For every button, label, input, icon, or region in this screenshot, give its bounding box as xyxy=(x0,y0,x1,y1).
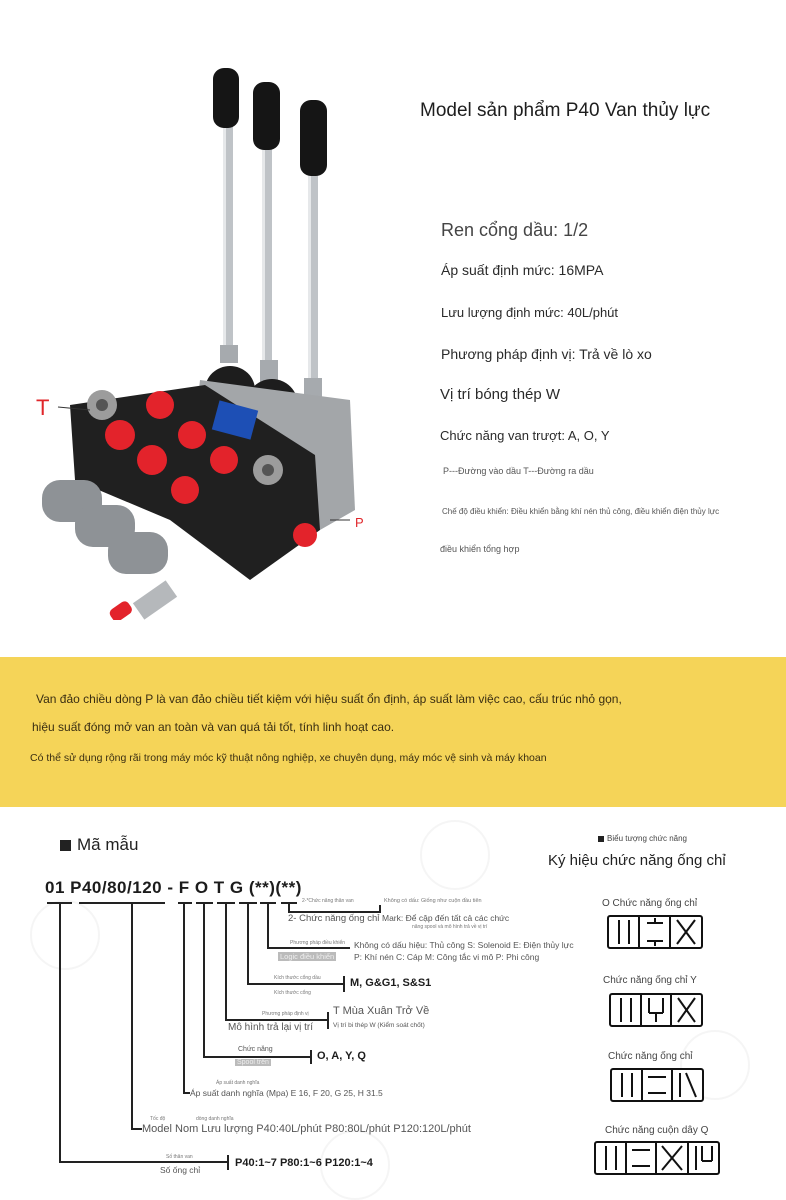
spool-label: Spool trên xyxy=(237,1059,269,1066)
spec-control-mode: Chế độ điều khiển: Điều khiển bằng khí nén thủ công, điều khiển điện thủy lực xyxy=(442,507,720,516)
symbol-caption-a: Chức năng ống chỉ xyxy=(608,1051,693,1062)
description-line-2: hiệu suất đóng mở van an toàn và van quá tải tốt, tính linh hoạt cao. xyxy=(32,720,395,734)
spool-symbol-o-icon xyxy=(607,915,703,949)
model-code-title: Mã mẫu xyxy=(77,835,139,854)
pressure-tiny: Áp suất danh nghĩa xyxy=(216,1080,260,1086)
spool-values: O, A, Y, Q xyxy=(317,1050,366,1062)
return-label: Mô hình trả lại vị trí xyxy=(228,1022,314,1033)
return-option-w: Vị trí bi thép W (Kiểm soát chốt) xyxy=(333,1022,425,1029)
count-tiny: Số thân van xyxy=(166,1154,193,1160)
count-values: P40:1~7 P80:1~6 P120:1~4 xyxy=(235,1157,373,1169)
spec-control-mode-cont: điều khiển tổng hợp xyxy=(440,544,520,554)
spec-ports: P---Đường vào dầu T---Đường ra dầu xyxy=(443,466,594,476)
flow-tiny-2: dòng danh nghĩa xyxy=(196,1116,234,1122)
symbols-title: Ký hiệu chức năng ống chỉ xyxy=(548,852,726,869)
pressure-options: Áp suất danh nghĩa (Mpa) E 16, F 20, G 25, H 31.5 xyxy=(190,1088,383,1098)
control-tiny: Phương pháp điều khiển xyxy=(290,940,345,946)
spec-positioning: Phương pháp định vị: Trả về lò xo xyxy=(441,346,652,362)
mark-note: Mark: Để cập đến tất cả các chức xyxy=(382,913,510,923)
count-label: Số ống chỉ xyxy=(160,1165,201,1175)
spec-spool-functions: Chức năng van trượt: A, O, Y xyxy=(440,428,610,443)
description-line-1: Van đảo chiều dòng P là van đảo chiều tiết kiệm với hiệu suất ổn định, áp suất làm việc cao, cấu trúc nhỏ gọn, xyxy=(36,692,622,706)
spec-steel-ball: Vị trí bóng thép W xyxy=(440,386,561,403)
spec-thread: Ren cổng dầu: 1/2 xyxy=(441,220,589,240)
spool-symbol-a-icon xyxy=(610,1068,704,1102)
model-code-string: 01 P40/80/120 - F O T G (**)(**) xyxy=(45,878,302,897)
control-label: Logic điều khiển xyxy=(280,952,335,961)
second-func-label: 2- Chức năng ống chỉ xyxy=(288,913,380,924)
spool-symbol-q-icon xyxy=(594,1141,720,1175)
return-option-t: T Mùa Xuân Trở Về xyxy=(333,1005,430,1017)
symbol-caption-y: Chức năng ống chỉ Y xyxy=(603,975,697,986)
symbol-legend-text: Biểu tượng chức năng xyxy=(607,834,688,843)
spool-symbol-y-icon xyxy=(609,993,703,1027)
return-tiny: Phương pháp định vị xyxy=(262,1011,309,1017)
port-size-values: M, G&G1, S&S1 xyxy=(350,977,432,989)
symbol-legend xyxy=(598,834,687,843)
port-label-t: T xyxy=(36,395,50,420)
port-size-tiny-2: Kích thước cổng xyxy=(274,990,311,996)
flow-tiny-1: Tốc độ xyxy=(150,1116,166,1122)
description-line-3: Có thể sử dụng rộng rãi trong máy móc kỹ thuật nông nghiệp, xe chuyên dụng, máy móc vệ sinh và máy khoan xyxy=(30,752,547,764)
port-size-tiny: Kích thước cổng dầu xyxy=(274,975,321,981)
symbol-caption-o: O Chức năng ống chỉ xyxy=(602,898,698,909)
symbol-caption-q: Chức năng cuộn dây Q xyxy=(605,1125,709,1136)
square-bullet-icon xyxy=(598,836,604,842)
spool-tiny: Chức năng xyxy=(238,1046,273,1053)
port-label-p: P xyxy=(355,515,364,530)
spec-flow: Lưu lượng định mức: 40L/phút xyxy=(441,305,619,320)
no-mark-note: Không có dấu: Giống như cuộn đầu tiên xyxy=(384,898,482,904)
control-options-2: P: Khí nén C: Cáp M: Công tắc vi mô P: Phi công xyxy=(354,952,540,962)
spec-pressure: Áp suất định mức: 16MPA xyxy=(441,262,604,278)
second-func-tiny: 2-*Chức năng thân van xyxy=(302,898,354,904)
product-title: Model sản phẩm P40 Van thủy lực xyxy=(420,100,711,121)
flow-options: Model Nom Lưu lượng P40:40L/phút P80:80L/phút P120:120L/phút xyxy=(142,1123,471,1135)
mark-note-sub: năng spool và mô hình trả về vị trí xyxy=(412,924,488,930)
control-options-1: Không có dấu hiệu: Thủ công S: Solenoid E: Điện thủy lực xyxy=(354,940,574,950)
